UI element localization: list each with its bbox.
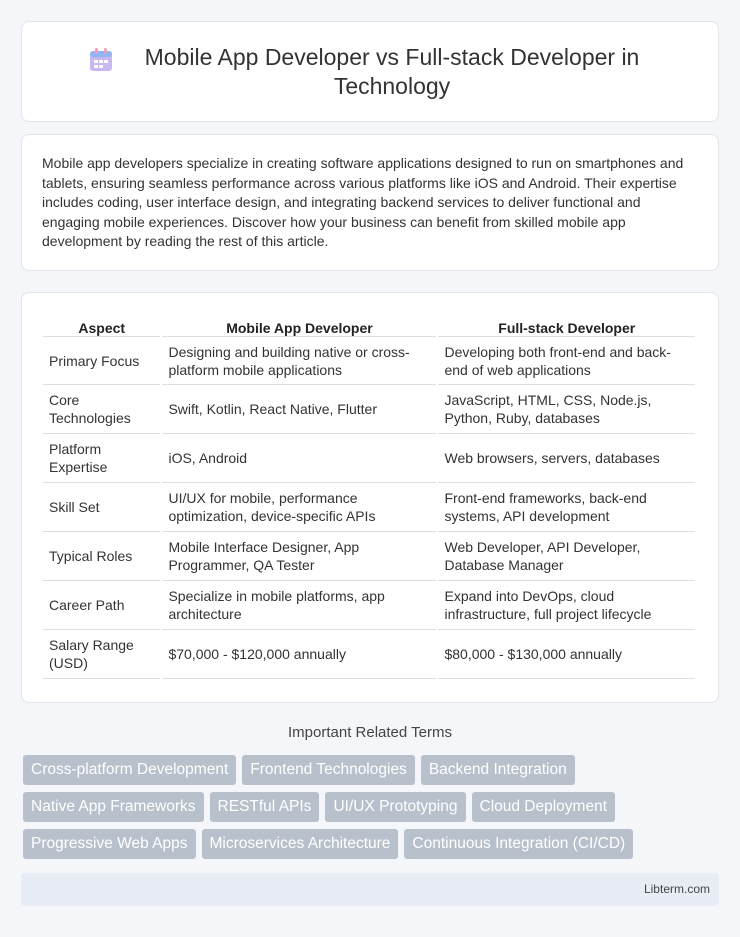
cell-fullstack: Web browsers, servers, databases bbox=[438, 434, 695, 483]
cell-fullstack: Developing both front-end and back-end of web applications bbox=[438, 337, 695, 385]
tag-native-app-frameworks[interactable]: Native App Frameworks bbox=[23, 792, 204, 822]
cell-aspect: Typical Roles bbox=[43, 532, 160, 581]
tag-row bbox=[23, 829, 723, 859]
title-card bbox=[21, 21, 719, 122]
cell-mobile: Designing and building native or cross-platform mobile applications bbox=[162, 337, 436, 385]
footer-brand-link[interactable]: Libterm.com bbox=[643, 882, 710, 896]
cell-aspect: Primary Focus bbox=[43, 337, 160, 385]
cell-aspect: Platform Expertise bbox=[43, 434, 160, 483]
intro-card bbox=[21, 134, 719, 271]
tag-microservices-architecture[interactable]: Microservices Architecture bbox=[202, 829, 399, 859]
footer bbox=[21, 873, 719, 906]
header-fullstack: Full-stack Developer bbox=[438, 315, 695, 337]
calendar-icon bbox=[88, 47, 114, 73]
intro-text: Mobile app developers specialize in creating software applications designed to run on smartphones and tablets, ensuring seamless performance across various platforms like iOS and Android. Their expertise includes coding, user interface design, and integrating backend services to deliver functional and engaging mobile experiences. Discover how your business can benefit from skilled mobile app development by reading the rest of this article. bbox=[42, 155, 684, 250]
cell-fullstack: JavaScript, HTML, CSS, Node.js, Python, Ruby, databases bbox=[438, 385, 695, 434]
cell-fullstack: Expand into DevOps, cloud infrastructure, full project lifecycle bbox=[438, 581, 695, 630]
table-row bbox=[43, 337, 695, 385]
cell-aspect: Salary Range (USD) bbox=[43, 630, 160, 679]
table-row bbox=[43, 483, 695, 532]
tag-continuous-integration[interactable]: Continuous Integration (CI/CD) bbox=[404, 829, 633, 859]
related-terms-list bbox=[23, 755, 723, 866]
cell-aspect: Skill Set bbox=[43, 483, 160, 532]
cell-mobile: $70,000 - $120,000 annually bbox=[162, 630, 436, 679]
header-aspect: Aspect bbox=[43, 315, 160, 337]
page-title: Mobile App Developer vs Full-stack Developer in Technology bbox=[144, 43, 640, 99]
comparison-table bbox=[41, 315, 697, 679]
tag-progressive-web-apps[interactable]: Progressive Web Apps bbox=[23, 829, 196, 859]
cell-aspect: Career Path bbox=[43, 581, 160, 630]
tag-backend-integration[interactable]: Backend Integration bbox=[421, 755, 575, 785]
tag-frontend-technologies[interactable]: Frontend Technologies bbox=[242, 755, 415, 785]
cell-aspect: Core Technologies bbox=[43, 385, 160, 434]
tag-row bbox=[23, 792, 723, 822]
cell-mobile: Specialize in mobile platforms, app architecture bbox=[162, 581, 436, 630]
related-terms-heading: Important Related Terms bbox=[288, 724, 452, 741]
table-row bbox=[43, 581, 695, 630]
cell-mobile: iOS, Android bbox=[162, 434, 436, 483]
cell-mobile: Swift, Kotlin, React Native, Flutter bbox=[162, 385, 436, 434]
table-row bbox=[43, 434, 695, 483]
cell-fullstack: Front-end frameworks, back-end systems, API development bbox=[438, 483, 695, 532]
table-row bbox=[43, 532, 695, 581]
table-header-row bbox=[43, 315, 695, 337]
comparison-card bbox=[21, 292, 719, 703]
cell-fullstack: Web Developer, API Developer, Database Manager bbox=[438, 532, 695, 581]
cell-fullstack: $80,000 - $130,000 annually bbox=[438, 630, 695, 679]
tag-ui-ux-prototyping[interactable]: UI/UX Prototyping bbox=[325, 792, 465, 822]
header-mobile: Mobile App Developer bbox=[162, 315, 436, 337]
cell-mobile: Mobile Interface Designer, App Programmer, QA Tester bbox=[162, 532, 436, 581]
table-row bbox=[43, 630, 695, 679]
tag-cross-platform-development[interactable]: Cross-platform Development bbox=[23, 755, 236, 785]
tag-row bbox=[23, 755, 723, 785]
table-row bbox=[43, 385, 695, 434]
tag-restful-apis[interactable]: RESTful APIs bbox=[210, 792, 320, 822]
cell-mobile: UI/UX for mobile, performance optimization, device-specific APIs bbox=[162, 483, 436, 532]
tag-cloud-deployment[interactable]: Cloud Deployment bbox=[472, 792, 616, 822]
